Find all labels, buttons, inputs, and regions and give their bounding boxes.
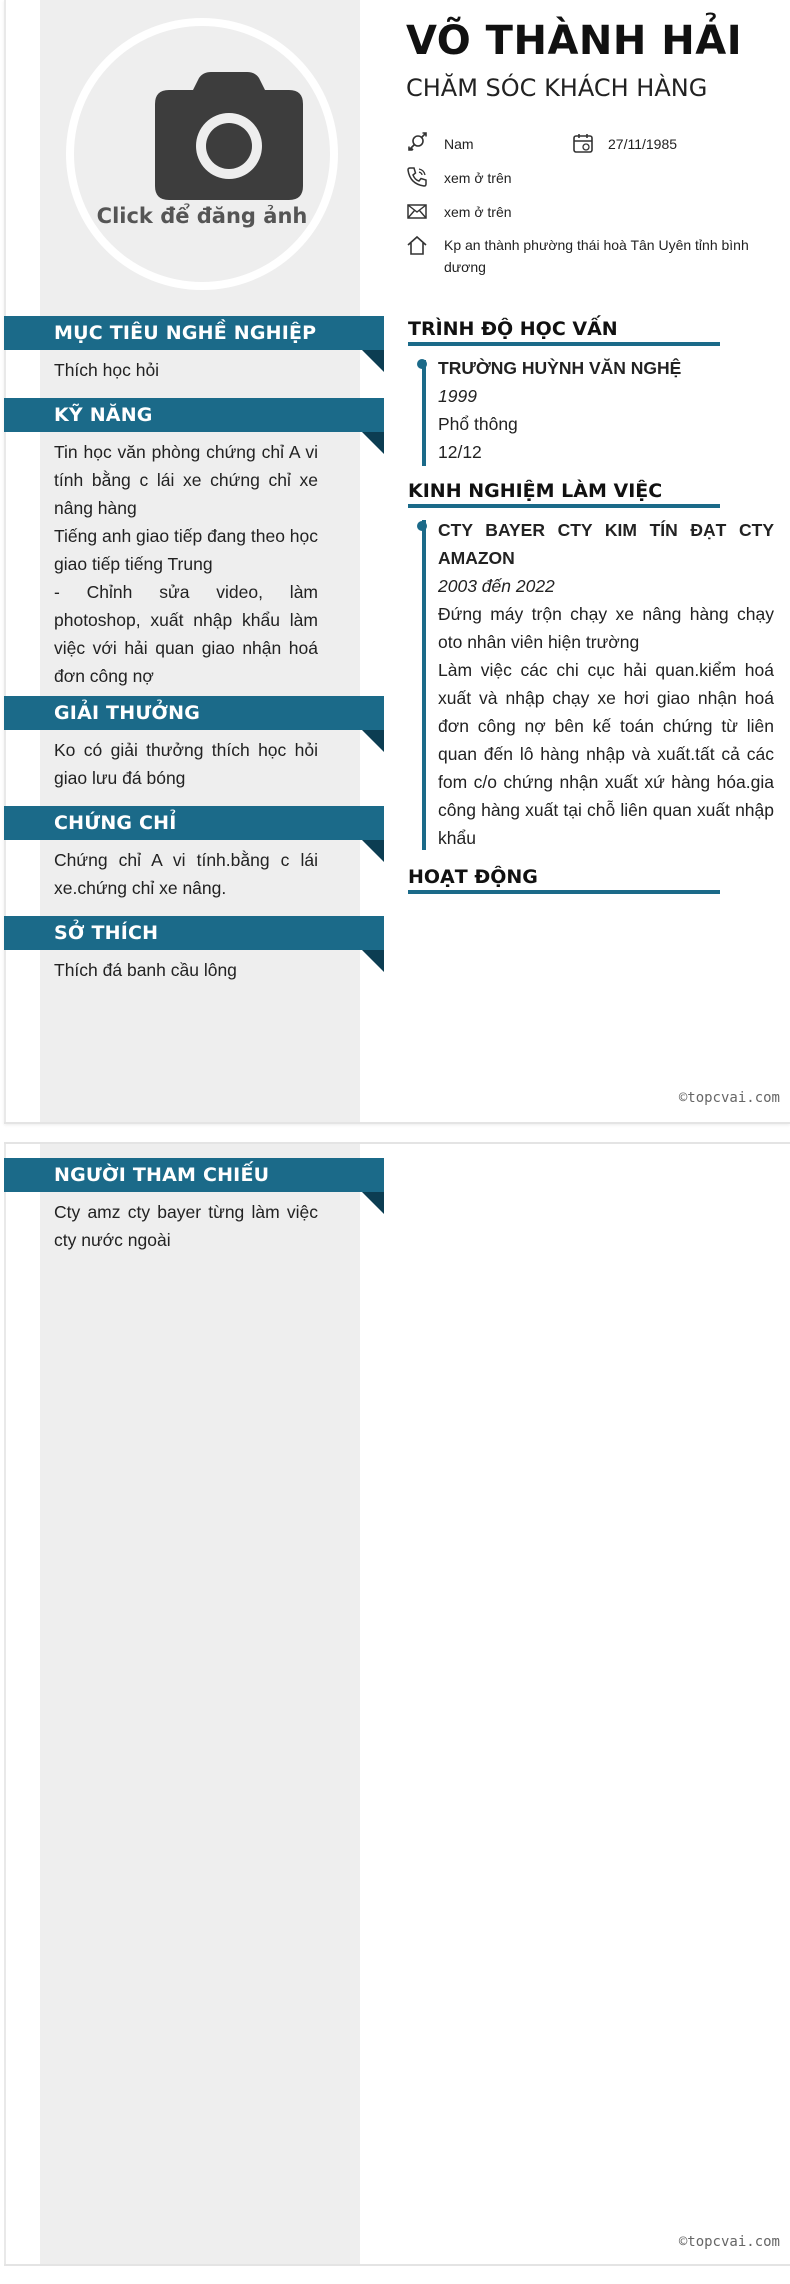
camera-icon: [155, 72, 303, 200]
awards-text: Ko có giải thưởng thích học hỏi giao lưu đá bóng: [54, 740, 318, 788]
address-value: Kp an thành phường thái hoà Tân Uyên tỉnh bình dương: [444, 237, 749, 275]
education-major: Phổ thông: [438, 414, 518, 434]
education-entry: [438, 354, 774, 466]
gender-icon: [406, 132, 428, 154]
section-title: KỸ NĂNG: [54, 404, 153, 426]
ribbon-fold: [362, 730, 384, 752]
section-header-experience: [408, 480, 720, 508]
experience-period: 2003 đến 2022: [438, 576, 555, 596]
timeline-line: [422, 360, 426, 466]
section-header-skills: [4, 398, 384, 432]
avatar-upload[interactable]: [66, 18, 338, 290]
skill-item: Tin học văn phòng chứng chỉ A vi tính bằng c lái xe chứng chỉ xe nâng hàng: [54, 442, 318, 518]
section-title: GIẢI THƯỞNG: [54, 702, 201, 724]
ribbon-fold: [362, 950, 384, 972]
section-title: KINH NGHIỆM LÀM VIỆC: [408, 480, 663, 502]
watermark: ©topcvai.com: [678, 2234, 780, 2250]
skill-item: - Chỉnh sửa video, làm photoshop, xuất nhập khẩu làm việc với hải quan giao nhận hoá đơn công nợ: [54, 582, 318, 686]
section-title: SỞ THÍCH: [54, 922, 159, 944]
email-value: xem ở trên: [444, 204, 512, 220]
section-header-objective: [4, 316, 384, 350]
page-edge: [4, 0, 6, 1122]
home-icon: [406, 234, 428, 256]
timeline-line: [422, 520, 426, 850]
references-text: Cty amz cty bayer từng làm việc cty nước ngoài: [54, 1202, 318, 1250]
cv-page-1: [4, 0, 790, 1124]
phone-value: xem ở trên: [444, 170, 512, 186]
timeline-dot: [417, 359, 427, 369]
company-name: CTY BAYER CTY KIM TÍN ĐẠT CTY AMAZON: [438, 520, 774, 568]
section-title: HOẠT ĐỘNG: [408, 866, 538, 888]
section-title: NGƯỜI THAM CHIẾU: [54, 1164, 270, 1186]
section-title: TRÌNH ĐỘ HỌC VẤN: [408, 318, 618, 340]
section-header-certificates: [4, 806, 384, 840]
ribbon-fold: [362, 432, 384, 454]
phone-icon: [406, 166, 428, 188]
section-header-awards: [4, 696, 384, 730]
section-header-hobbies: [4, 916, 384, 950]
watermark: ©topcvai.com: [678, 1090, 780, 1106]
birthday-value: 27/11/1985: [608, 136, 678, 152]
school-name: TRƯỜNG HUỲNH VĂN NGHỆ: [438, 358, 682, 378]
section-header-references: [4, 1158, 384, 1192]
gender-value: Nam: [444, 136, 474, 152]
candidate-name: VÕ THÀNH HẢI: [406, 18, 743, 64]
skills-list: [54, 438, 318, 690]
timeline-dot: [417, 521, 427, 531]
skill-item: Tiếng anh giao tiếp đang theo học giao tiếp tiếng Trung: [54, 526, 319, 574]
sidebar-background: [40, 1144, 360, 2264]
avatar-upload-label: Click để đăng ảnh: [96, 204, 308, 228]
cv-page-2: [4, 1142, 790, 2266]
ribbon-fold: [362, 840, 384, 862]
section-header-activities: [408, 866, 720, 894]
certificates-text: Chứng chỉ A vi tính.bằng c lái xe.chứng chỉ xe nâng.: [54, 850, 318, 898]
section-title: CHỨNG CHỈ: [54, 812, 177, 834]
education-grade: 12/12: [438, 442, 482, 462]
experience-description: Làm việc các chi cục hải quan.kiểm hoá xuất và nhập chạy xe hơi giao nhận hoá đơn công nợ bên kế toán chứng từ liên quan đến lô hàng nhập và xuất.tất cả các fom c/o chứng nhận xuất xứ hàng hóa.gia công hàng xuất tại chỗ liên quan xuất nhập khẩu: [438, 660, 774, 848]
ribbon-fold: [362, 1192, 384, 1214]
section-header-education: [408, 318, 720, 346]
page-edge: [4, 1144, 6, 2264]
objective-text: Thích học hỏi: [54, 360, 160, 380]
education-year: 1999: [438, 386, 477, 406]
experience-entry: [438, 516, 774, 852]
candidate-job-title: CHĂM SÓC KHÁCH HÀNG: [406, 74, 708, 102]
calendar-icon: [572, 132, 594, 154]
email-icon: [406, 200, 428, 222]
hobbies-text: Thích đá banh cầu lông: [54, 960, 237, 980]
section-title: MỤC TIÊU NGHỀ NGHIỆP: [54, 322, 317, 344]
ribbon-fold: [362, 350, 384, 372]
experience-role: Đứng máy trộn chạy xe nâng hàng chạy oto nhân viên hiện trường: [438, 604, 774, 652]
